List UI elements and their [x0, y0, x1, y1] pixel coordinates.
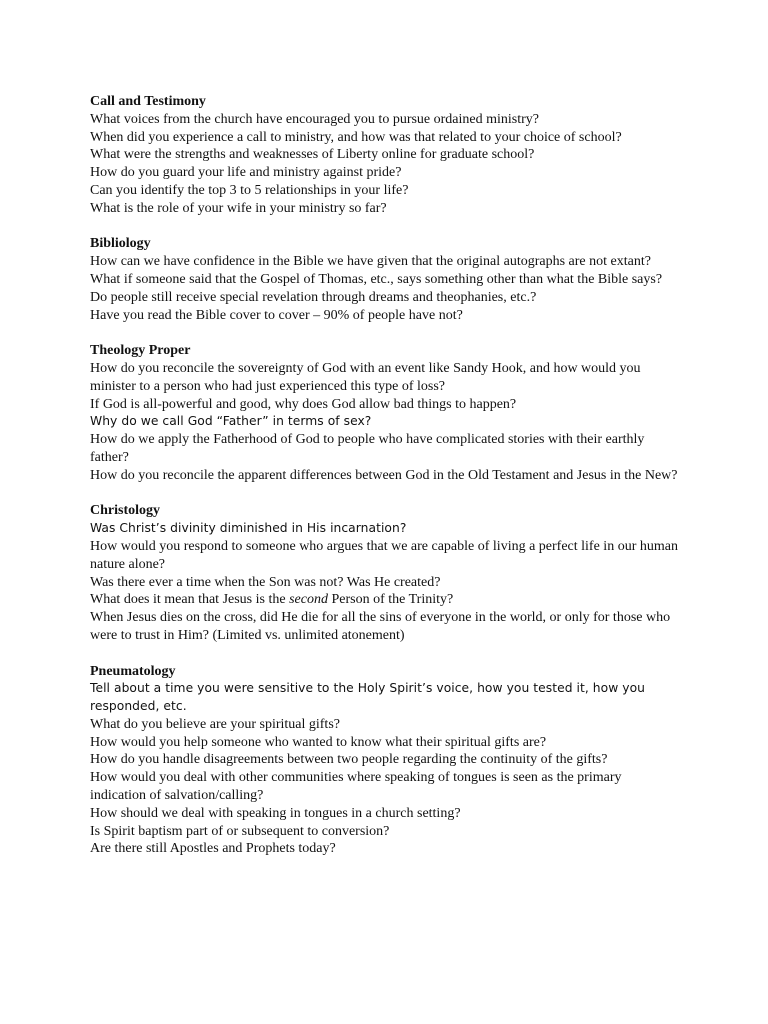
- question-line: How should we deal with speaking in tongues in a church setting?: [90, 805, 461, 821]
- question-line: [90, 591, 680, 609]
- question-line: What voices from the church have encouraged you to pursue ordained ministry?: [90, 111, 540, 127]
- question-line: If God is all-powerful and good, why does God allow bad things to happen?: [90, 396, 517, 412]
- section-bibliology: [90, 235, 680, 324]
- question-line: How would you deal with other communities where speaking of tongues is seen as the primary indication of salvation/calling?: [90, 770, 622, 804]
- question-line: How can we have confidence in the Bible we have given that the original autographs are not extant?: [90, 254, 651, 270]
- question-line: Is Spirit baptism part of or subsequent to conversion?: [90, 823, 390, 839]
- question-line: What were the strengths and weaknesses of Liberty online for graduate school?: [90, 147, 535, 163]
- section-theology-proper: [90, 342, 680, 484]
- question-line: How do you reconcile the apparent differences between God in the Old Testament and Jesus in the New?: [90, 467, 678, 483]
- question-text: Person of the Trinity?: [327, 592, 454, 608]
- question-line: When did you experience a call to ministry, and how was that related to your choice of school?: [90, 129, 622, 145]
- question-line: What do you believe are your spiritual gifts?: [90, 716, 340, 732]
- question-line: Have you read the Bible cover to cover – 90% of people have not?: [90, 307, 463, 323]
- emphasized-word: second: [289, 592, 328, 608]
- question-line: What if someone said that the Gospel of Thomas, etc., says something other than what the Bible says?: [90, 271, 663, 287]
- question-line: How would you help someone who wanted to know what their spiritual gifts are?: [90, 734, 547, 750]
- section-heading: Pneumatology: [90, 663, 176, 679]
- question-text: What does it mean that Jesus is the: [90, 592, 290, 608]
- section-heading: Christology: [90, 503, 160, 519]
- section-heading: Call and Testimony: [90, 94, 206, 109]
- question-line: Why do we call God “Father” in terms of sex?: [90, 414, 372, 429]
- document-body: [90, 93, 680, 876]
- question-line: How would you respond to someone who argues that we are capable of living a perfect life in our human nature alone?: [90, 538, 678, 572]
- question-line: How do you handle disagreements between two people regarding the continuity of the gifts?: [90, 752, 608, 768]
- section-heading: Bibliology: [90, 236, 151, 252]
- question-line: Tell about a time you were sensitive to the Holy Spirit’s voice, how you tested it, how you responded, etc.: [90, 681, 646, 714]
- question-line: How do you reconcile the sovereignty of God with an event like Sandy Hook, and how would you minister to a person who had just experienced this type of loss?: [90, 360, 641, 394]
- section-call-and-testimony: [90, 93, 680, 218]
- question-line: Was Christ’s divinity diminished in His incarnation?: [90, 521, 407, 536]
- question-line: Can you identify the top 3 to 5 relationships in your life?: [90, 182, 409, 198]
- question-line: Was there ever a time when the Son was not? Was He created?: [90, 574, 441, 590]
- section-christology: [90, 502, 680, 644]
- section-pneumatology: [90, 663, 680, 859]
- question-line: Do people still receive special revelation through dreams and theophanies, etc.?: [90, 289, 537, 305]
- question-line: What is the role of your wife in your ministry so far?: [90, 200, 387, 216]
- question-line: When Jesus dies on the cross, did He die for all the sins of everyone in the world, or only for those who were to trust in Him? (Limited vs. unlimited atonement): [90, 610, 671, 643]
- question-line: How do you guard your life and ministry against pride?: [90, 165, 402, 181]
- section-heading: Theology Proper: [90, 343, 191, 359]
- question-line: How do we apply the Fatherhood of God to people who have complicated stories with their earthly father?: [90, 432, 645, 465]
- question-line: Are there still Apostles and Prophets today?: [90, 841, 336, 857]
